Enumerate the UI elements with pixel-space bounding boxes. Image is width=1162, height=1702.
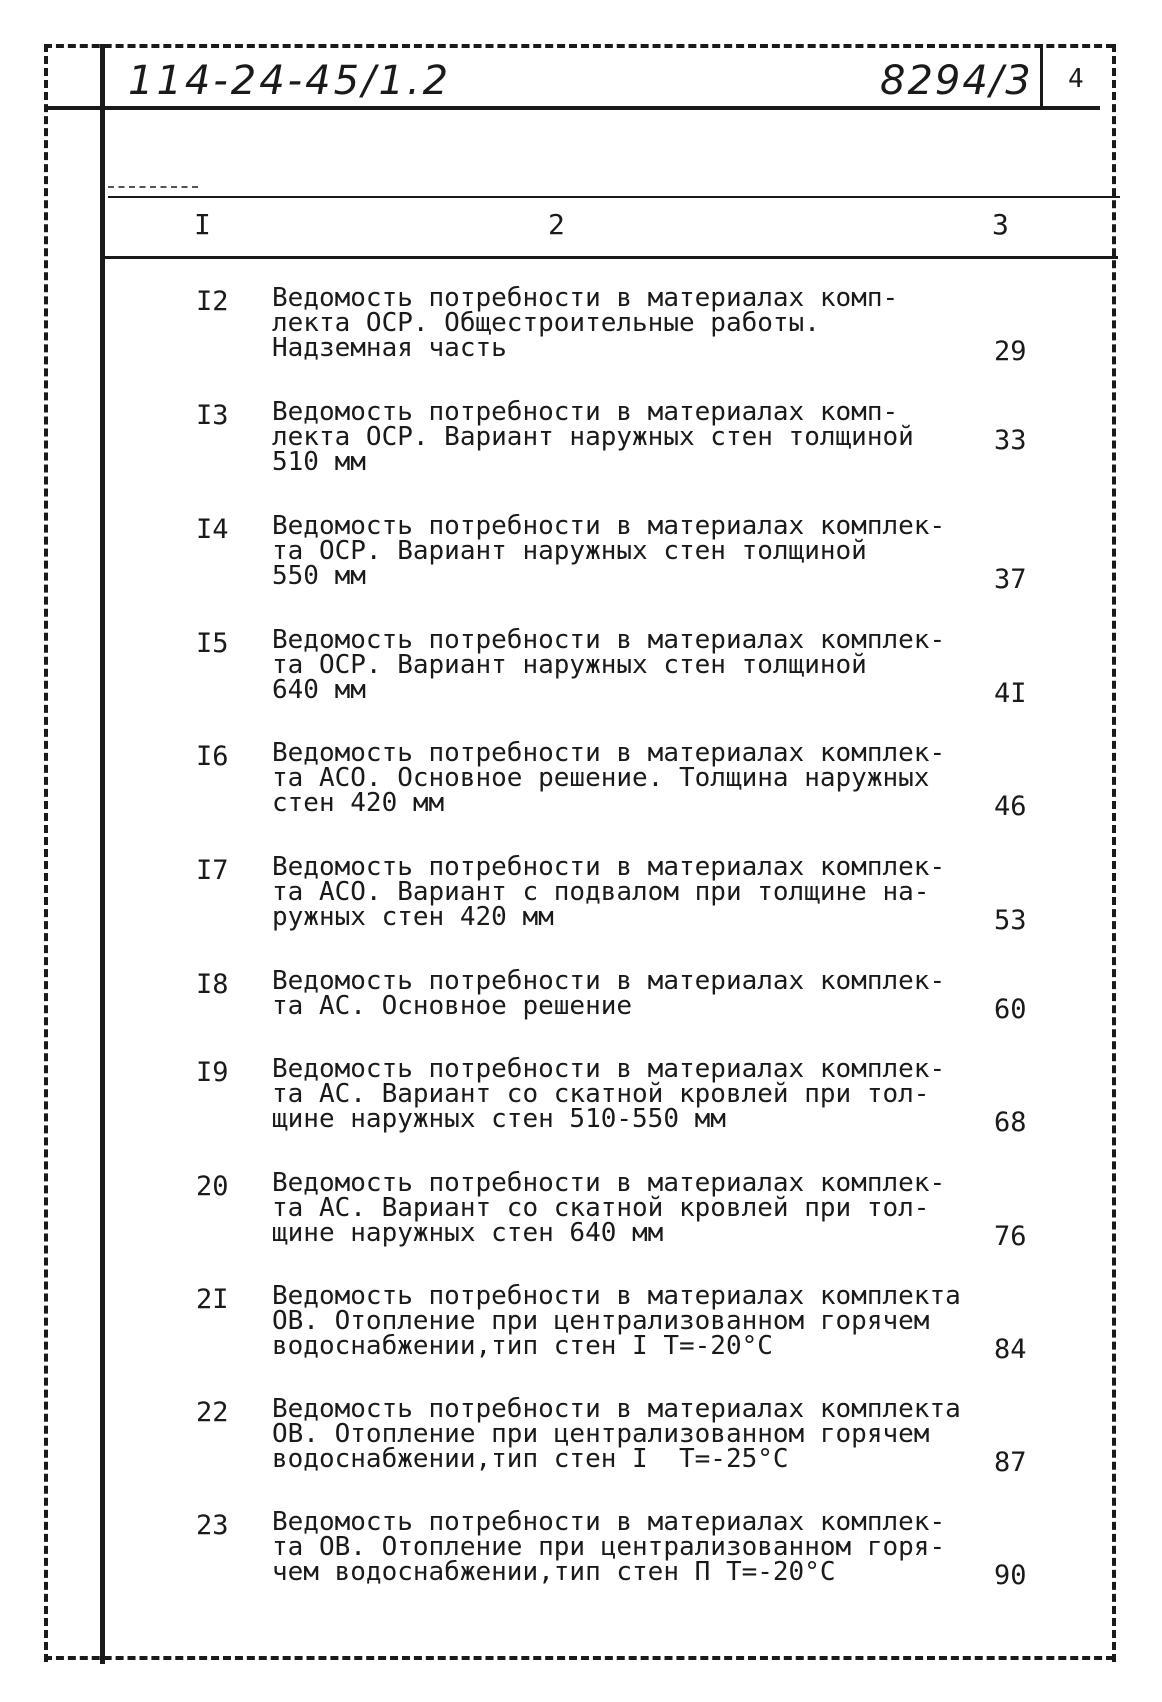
item-title-line: ОВ. Отопление при централизованном горячем xyxy=(272,1306,930,1336)
item-title-line: лекта ОСР. Общестроительные работы. xyxy=(272,308,820,338)
item-number: I4 xyxy=(196,514,229,545)
item-title-line: ОВ. Отопление при централизованном горячем xyxy=(272,1419,930,1449)
list-item xyxy=(108,852,1108,955)
item-title-line: 640 мм xyxy=(272,675,366,705)
header-divider xyxy=(44,106,1100,110)
item-title-line: лекта ОСР. Вариант наружных стен толщиной xyxy=(272,422,914,452)
item-title-line: та АС. Основное решение xyxy=(272,991,633,1021)
item-page: 29 xyxy=(994,336,1027,367)
item-title-line: Ведомость потребности в материалах комплек- xyxy=(272,852,946,882)
page-box-divider xyxy=(1040,44,1043,106)
table-top-dash xyxy=(108,186,198,188)
item-number: I2 xyxy=(196,286,229,317)
item-title-line: та ОСР. Вариант наружных стен толщиной xyxy=(272,650,867,680)
item-title xyxy=(272,1168,992,1248)
item-title-line: та АСО. Вариант с подвалом при толщине на- xyxy=(272,877,930,907)
item-page: 84 xyxy=(994,1334,1027,1365)
list-item xyxy=(108,1394,1108,1497)
item-title xyxy=(272,1394,992,1474)
item-page: 33 xyxy=(994,425,1027,456)
item-title-line: Ведомость потребности в материалах комплек- xyxy=(272,966,946,996)
item-title xyxy=(272,738,992,818)
item-page: 60 xyxy=(994,994,1027,1025)
item-title-line: Ведомость потребности в материалах комплек- xyxy=(272,511,946,541)
item-number: 2I xyxy=(196,1284,229,1315)
list-item xyxy=(108,397,1108,500)
column-header-page: 3 xyxy=(992,208,1009,241)
list-item xyxy=(108,511,1108,614)
item-title-line: та ОВ. Отопление при централизованном горя- xyxy=(272,1532,946,1562)
table-top-line xyxy=(108,196,1120,198)
item-title-line: чем водоснабжении,тип стен П T=-20°C xyxy=(272,1557,836,1587)
list-item xyxy=(108,1168,1108,1271)
item-title-line: Ведомость потребности в материалах комплекта xyxy=(272,1281,961,1311)
item-number: I5 xyxy=(196,628,229,659)
document-code: 114-24-45/1.2 xyxy=(128,58,452,104)
item-number: I6 xyxy=(196,741,229,772)
document-number: 8294/3 xyxy=(880,58,1033,104)
item-title-line: Ведомость потребности в материалах комп- xyxy=(272,397,899,427)
item-title-line: Надземная часть xyxy=(272,333,507,363)
item-number: 23 xyxy=(196,1510,229,1541)
frame-inner-left-border xyxy=(100,44,105,1664)
item-number: 20 xyxy=(196,1171,229,1202)
item-page: 37 xyxy=(994,564,1027,595)
item-number: I8 xyxy=(196,969,229,1000)
item-title-line: Ведомость потребности в материалах комплек- xyxy=(272,1054,946,1084)
list-item xyxy=(108,1054,1108,1157)
list-item xyxy=(108,1281,1108,1384)
item-title xyxy=(272,283,992,363)
item-page: 4I xyxy=(994,678,1027,709)
item-title-line: Ведомость потребности в материалах комплек- xyxy=(272,738,946,768)
column-header-title: 2 xyxy=(548,208,565,241)
item-title-line: ружных стен 420 мм xyxy=(272,902,554,932)
item-number: I9 xyxy=(196,1057,229,1088)
item-title-line: водоснабжении,тип стен I T=-20°C xyxy=(272,1331,773,1361)
list-item xyxy=(108,283,1108,386)
item-title-line: Ведомость потребности в материалах комплек- xyxy=(272,1507,946,1537)
list-item xyxy=(108,738,1108,841)
frame-left-border xyxy=(44,44,48,1662)
item-title-line: Ведомость потребности в материалах комплекта xyxy=(272,1394,961,1424)
item-title xyxy=(272,397,992,477)
item-title xyxy=(272,966,992,1021)
item-title-line: 510 мм xyxy=(272,447,366,477)
item-title-line: щине наружных стен 510-550 мм xyxy=(272,1104,726,1134)
item-page: 53 xyxy=(994,905,1027,936)
column-header-number: I xyxy=(194,208,211,241)
item-page: 90 xyxy=(994,1560,1027,1591)
item-title-line: стен 420 мм xyxy=(272,788,445,818)
item-title-line: та ОСР. Вариант наружных стен толщиной xyxy=(272,536,867,566)
item-title xyxy=(272,625,992,705)
item-title xyxy=(272,852,992,932)
item-title xyxy=(272,511,992,591)
item-title-line: Ведомость потребности в материалах комп- xyxy=(272,283,899,313)
item-title-line: та АС. Вариант со скатной кровлей при тол- xyxy=(272,1079,930,1109)
item-title-line: Ведомость потребности в материалах комплек- xyxy=(272,625,946,655)
item-title-line: та АС. Вариант со скатной кровлей при тол- xyxy=(272,1193,930,1223)
item-number: 22 xyxy=(196,1397,229,1428)
item-title-line: Ведомость потребности в материалах комплек- xyxy=(272,1168,946,1198)
item-page: 76 xyxy=(994,1221,1027,1252)
item-number: I7 xyxy=(196,855,229,886)
page-number: 4 xyxy=(1068,64,1084,94)
list-item xyxy=(108,1507,1108,1610)
frame-right-border xyxy=(1112,44,1116,1662)
table-header-line xyxy=(104,256,1118,259)
frame-bottom-border xyxy=(44,1656,1114,1660)
item-title-line: та АСО. Основное решение. Толщина наружных xyxy=(272,763,930,793)
item-number: I3 xyxy=(196,400,229,431)
item-title-line: щине наружных стен 640 мм xyxy=(272,1218,664,1248)
frame-top-border xyxy=(44,44,1114,48)
item-page: 46 xyxy=(994,791,1027,822)
item-page: 87 xyxy=(994,1447,1027,1478)
item-title-line: 550 мм xyxy=(272,561,366,591)
item-title xyxy=(272,1054,992,1134)
item-title xyxy=(272,1507,992,1587)
list-item xyxy=(108,625,1108,728)
item-title-line: водоснабжении,тип стен I T=-25°C xyxy=(272,1444,789,1474)
item-page: 68 xyxy=(994,1107,1027,1138)
item-title xyxy=(272,1281,992,1361)
